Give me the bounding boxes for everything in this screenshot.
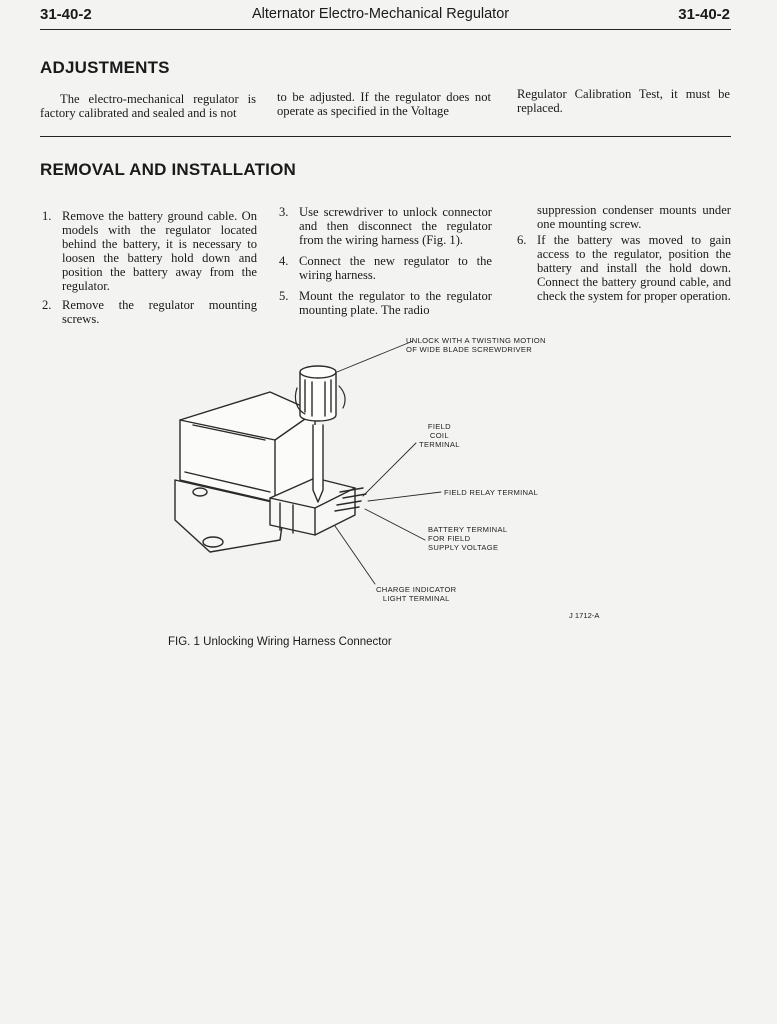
running-title: Alternator Electro-Mechanical Regulator xyxy=(252,6,510,22)
adjustments-col-1: The electro-mechanical regulator is factory calibrated and sealed and is not xyxy=(40,92,256,120)
callout-field-coil: FIELD COIL TERMINAL xyxy=(419,422,460,449)
regulator-illustration xyxy=(165,330,585,630)
step-1: 1. Remove the battery ground cable. On models with the regulator located behind the battery, it is necessary to loosen the battery hold down and position the battery away from the regulator. xyxy=(42,209,257,293)
step-6: 6. If the battery was moved to gain access to the regulator, position the battery and install the hold down. Connect the battery ground cable, and check the system for proper operation. xyxy=(517,233,731,303)
figure-caption: FIG. 1 Unlocking Wiring Harness Connector xyxy=(168,636,392,648)
step-4: 4. Connect the new regulator to the wiring harness. xyxy=(279,254,492,282)
header-rule xyxy=(40,29,731,30)
removal-col-1 xyxy=(42,209,257,331)
step-2: 2. Remove the regulator mounting screws. xyxy=(42,298,257,326)
callout-field-relay: FIELD RELAY TERMINAL xyxy=(444,488,539,497)
callout-battery-terminal: BATTERY TERMINAL FOR FIELD SUPPLY VOLTAGE xyxy=(428,525,508,552)
page-number-left: 31-40-2 xyxy=(40,6,92,23)
callout-charge-indicator: CHARGE INDICATOR LIGHT TERMINAL xyxy=(376,585,457,603)
step-3: 3. Use screwdriver to unlock connector and then disconnect the regulator from the wiring harness (Fig. 1). xyxy=(279,205,492,247)
step-5: 5. Mount the regulator to the regulator mounting plate. The radio xyxy=(279,289,492,317)
callout-unlock: UNLOCK WITH A TWISTING MOTION OF WIDE BLADE SCREWDRIVER xyxy=(406,336,546,354)
page-number-right: 31-40-2 xyxy=(678,6,730,23)
adjustments-heading: ADJUSTMENTS xyxy=(40,58,170,77)
removal-col-2 xyxy=(279,205,492,322)
figure-ref-code: J 1712-A xyxy=(569,611,600,620)
section-rule xyxy=(40,136,731,137)
adjustments-col-2: to be adjusted. If the regulator does not operate as specified in the Voltage xyxy=(277,90,491,118)
step-5-continuation: suppression condenser mounts under one mounting screw. xyxy=(537,203,731,231)
adjustments-col-3: Regulator Calibration Test, it must be replaced. xyxy=(517,87,730,115)
removal-col-3 xyxy=(517,203,731,308)
removal-heading: REMOVAL AND INSTALLATION xyxy=(40,160,297,179)
running-header xyxy=(40,6,730,28)
